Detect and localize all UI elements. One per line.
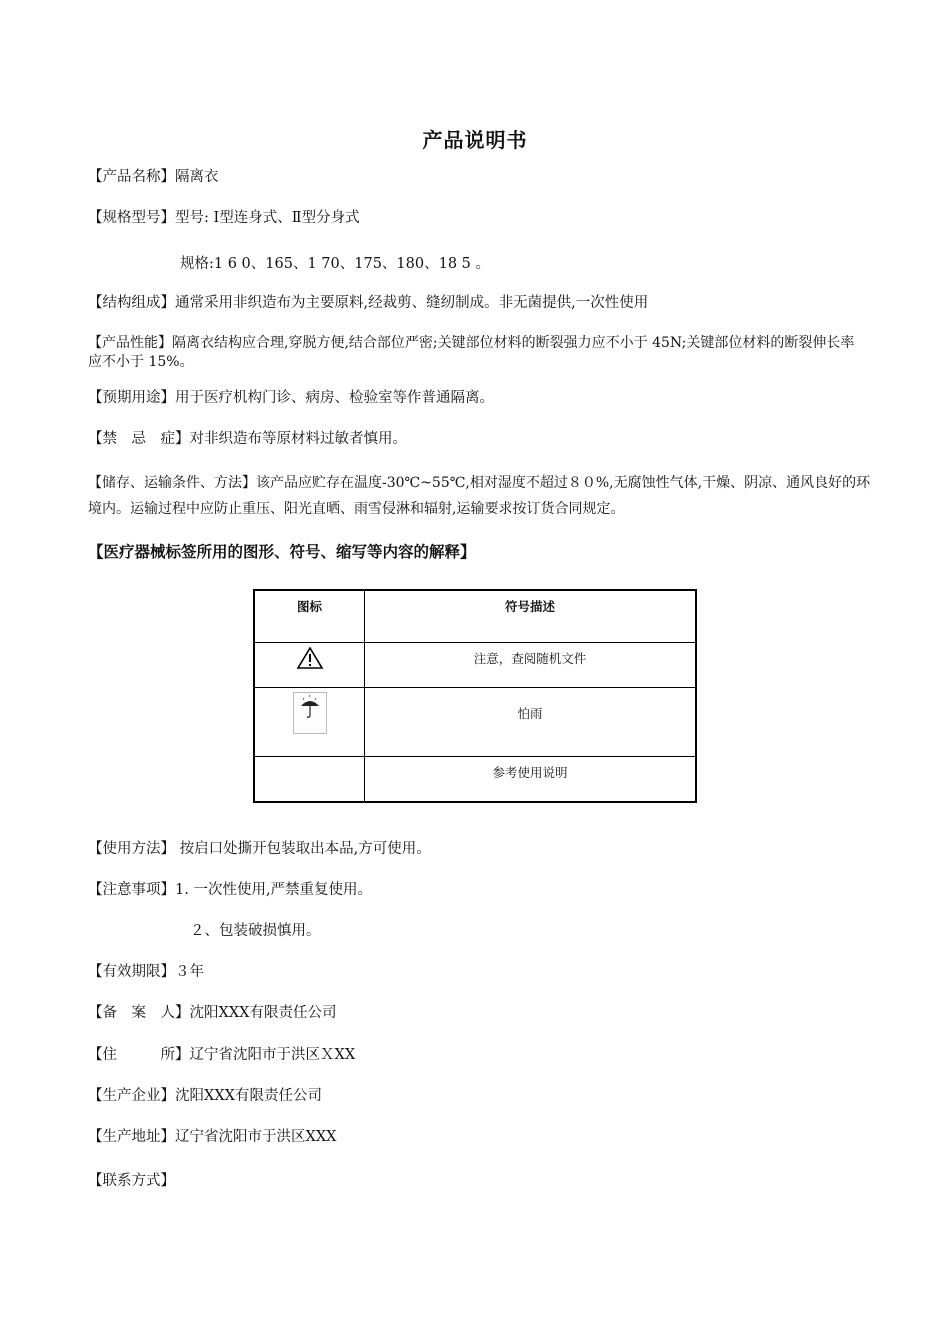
icon-cell [254, 643, 365, 688]
umbrella-keep-dry-icon [293, 692, 327, 734]
mfg-address: 【生产地址】辽宁省沈阳市于洪区XXX [88, 1129, 337, 1145]
contact: 【联系方式】 [88, 1173, 175, 1189]
performance: 【产品性能】隔离衣结构应合理,穿脱方便,结合部位严密;关键部位材料的断裂强力应不小于 45N;关键部位材料的断裂伸长率应不小于 15%。 [88, 335, 855, 370]
symbol-desc: 怕雨 [365, 688, 697, 757]
model: 【规格型号】型号: Ⅰ型连身式、Ⅱ型分身式 [88, 210, 360, 226]
intended-use: 【预期用途】用于医疗机构门诊、病房、检验室等作普通隔离。 [88, 390, 494, 406]
storage: 【储存、运输条件、方法】该产品应贮存在温度-30℃~55℃,相对湿度不超过８０%,无腐蚀性气体,干燥、阴凉、通风良好的环境内。运输过程中应防止重压、阳光直晒、雨雪侵淋和辐射,运输要求按订货合同规定。 [88, 475, 871, 517]
spec: 规格:1 6 0、165、1 70、175、180、18 5 。 [180, 256, 490, 272]
contraindication: 【禁 忌 症】对非织造布等原材料过敏者慎用。 [88, 431, 407, 447]
structure: 【结构组成】通常采用非织造布为主要原料,经裁剪、缝纫制成。非无菌提供,一次性使用 [88, 295, 649, 311]
table-row [254, 643, 696, 688]
icon-cell [254, 688, 365, 757]
symbols-heading: 【医疗器械标签所用的图形、符号、缩写等内容的解释】 [88, 543, 476, 561]
table-header-row [254, 590, 696, 643]
header-desc: 符号描述 [365, 590, 697, 643]
notes-2: ２、包装破损慎用。 [190, 923, 321, 939]
header-icon: 图标 [254, 590, 365, 643]
symbol-table [253, 589, 697, 803]
validity: 【有效期限】３年 [88, 964, 204, 980]
table-row [254, 757, 696, 802]
address: 【住 所】辽宁省沈阳市于洪区ＸXX [88, 1047, 356, 1063]
icon-cell-empty [254, 757, 365, 802]
product-name: 【产品名称】隔离衣 [88, 169, 219, 185]
table-row [254, 688, 696, 757]
page-title: 产品说明书 [422, 128, 528, 152]
warning-triangle-icon [296, 645, 324, 674]
manufacturer: 【生产企业】沈阳XXX有限责任公司 [88, 1088, 322, 1104]
usage: 【使用方法】 按启口处撕开包装取出本品,方可使用。 [88, 841, 431, 857]
notes-1: 【注意事项】1. 一次性使用,严禁重复使用。 [88, 882, 373, 898]
symbol-desc: 注意，查阅随机文件 [365, 643, 697, 688]
symbol-desc: 参考使用说明 [365, 757, 697, 802]
registrant: 【备 案 人】沈阳XXX有限责任公司 [88, 1005, 337, 1021]
